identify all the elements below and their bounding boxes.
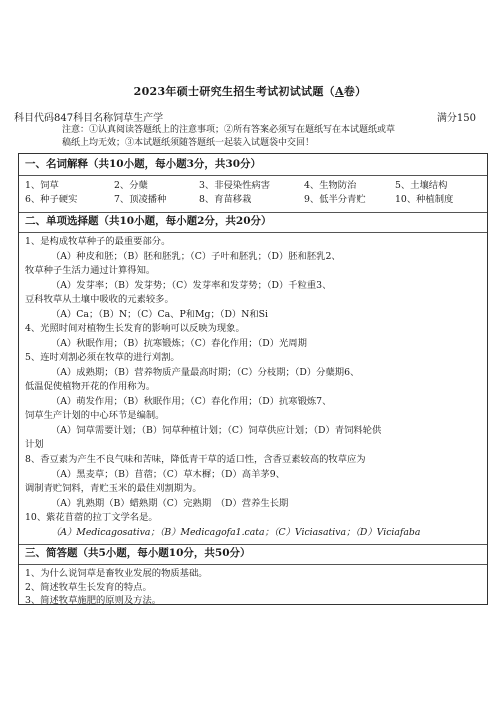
choice-line-4: （A）发芽率；（B）发芽势；（C）发芽率和发芽势；（D）千粒重3、 xyxy=(51,280,332,291)
term-7: 7、顶凌播种 xyxy=(114,194,167,205)
section2-heading: 二、单项选择题（共10小题，每小题2分，共20分） xyxy=(25,215,272,227)
short-answer-1: 1、为什么说饲草是畜牧业发展的物质基础。 xyxy=(25,568,208,579)
choice-latin-options: （A）Medicagosativa；（B）Medicagofa1.cata；（C）Viciasativa；（D）Viciafaba xyxy=(51,527,421,538)
notice-line-2: 稿纸上均无效；③本试题纸须随答题纸一起装入试题袋中交回！ xyxy=(62,138,315,148)
section2-divider xyxy=(19,232,487,233)
term-1: 1、饲草 xyxy=(25,180,59,191)
choice-line-6: （A）Ca；（B）N；（C）Ca、P和Mg；（D）N和Si xyxy=(51,309,268,320)
term-8: 8、育苗移栽 xyxy=(199,194,252,205)
short-answer-3: 3、简述牧草施肥的原则及方法。 xyxy=(25,595,162,606)
subject-code-label: 科目代码847科目名称饲草生产学 xyxy=(14,113,164,124)
subject-row xyxy=(14,109,486,124)
choice-line-2: （A）种皮和胚；（B）胚和胚乳；（C）子叶和胚乳；（D）胚和胚乳2、 xyxy=(51,251,341,262)
choice-line-19: （A）乳熟期（B）蜡熟期（C）完熟期 （D）营养生长期 xyxy=(51,498,289,509)
section2-divider-top xyxy=(19,212,487,213)
choice-line-12: （A）萌发作用；（B）秋眠作用；（C）春化作用；（D）抗寒锻炼7、 xyxy=(51,396,332,407)
short-answer-2: 2、简述牧草生长发育的特点。 xyxy=(25,582,152,593)
title-prefix: 2023年硕士研究生招生考试初试试题（ xyxy=(133,85,335,98)
choice-line-3: 牧草种子生活力通过计算得知。 xyxy=(25,265,156,276)
term-4: 4、生物防治 xyxy=(304,180,357,191)
term-10: 10、种植制度 xyxy=(395,194,454,205)
section3-divider-top xyxy=(19,544,487,545)
term-2: 2、分蘖 xyxy=(114,180,148,191)
choice-line-8: （A）秋眠作用；（B）抗寒锻炼；（C）春化作用；（D）光周期 xyxy=(51,338,307,349)
choice-line-16: 8、香豆素为产生不良气味和苦味，降低青干草的适口性，含香豆素较高的牧草应为 xyxy=(25,454,366,465)
choice-line-13: 饲草生产计划的中心环节是编制。 xyxy=(25,410,165,421)
choice-line-18: 调制青贮饲料，青贮玉米的最佳刈割期为。 xyxy=(25,483,202,494)
term-5: 5、土壤结构 xyxy=(395,180,448,191)
choice-line-1: 1、是构成牧草种子的最重要部分。 xyxy=(25,236,171,247)
choice-line-14: （A）饲草需要计划；（B）饲草种植计划；（C）饲草供应计划；（D）青饲料轮供 xyxy=(51,425,382,436)
section3-divider xyxy=(19,564,487,565)
exam-notice xyxy=(62,124,487,150)
section3-heading: 三、简答题（共5小题，每小题10分，共50分） xyxy=(25,547,251,559)
full-score-label: 满分150 xyxy=(436,113,476,124)
choice-line-10: （A）成熟期；（B）营养物质产量最高时期；（C）分枝期；（D）分蘖期6、 xyxy=(51,367,360,378)
title-version: A xyxy=(334,85,344,98)
term-6: 6、种子硬实 xyxy=(25,194,78,205)
notice-line-1: 注意：①认真阅读答题纸上的注意事项；②所有答案必须写在题纸写在本试题纸或草 xyxy=(62,125,396,135)
section1-divider xyxy=(19,175,487,176)
choice-line-20: 10、紫花苜蓿的拉丁文学名是。 xyxy=(25,512,158,523)
choice-line-5: 豆科牧草从土壤中吸收的元素较多。 xyxy=(25,294,174,305)
choice-line-11: 低温促使植物开花的作用称为。 xyxy=(25,381,156,392)
title-suffix: 卷） xyxy=(343,85,367,98)
choice-line-9: 5、连时刈割必须在牧草的进行刈割。 xyxy=(25,352,180,363)
term-9: 9、低半分青贮 xyxy=(304,194,366,205)
exam-title xyxy=(0,83,500,99)
choice-line-15: 计划 xyxy=(25,439,44,450)
choice-line-17: （A）黑麦草；（B）苜蓿；（C）草木樨；（D）高羊茅9、 xyxy=(51,469,285,480)
question-box xyxy=(18,153,488,605)
choice-line-7: 4、光照时间对植物生长发育的影响可以反映为现象。 xyxy=(25,323,245,334)
section1-heading: 一、名词解释（共10小题，每小题3分，共30分） xyxy=(25,158,262,170)
term-3: 3、非侵染性病害 xyxy=(199,180,270,191)
